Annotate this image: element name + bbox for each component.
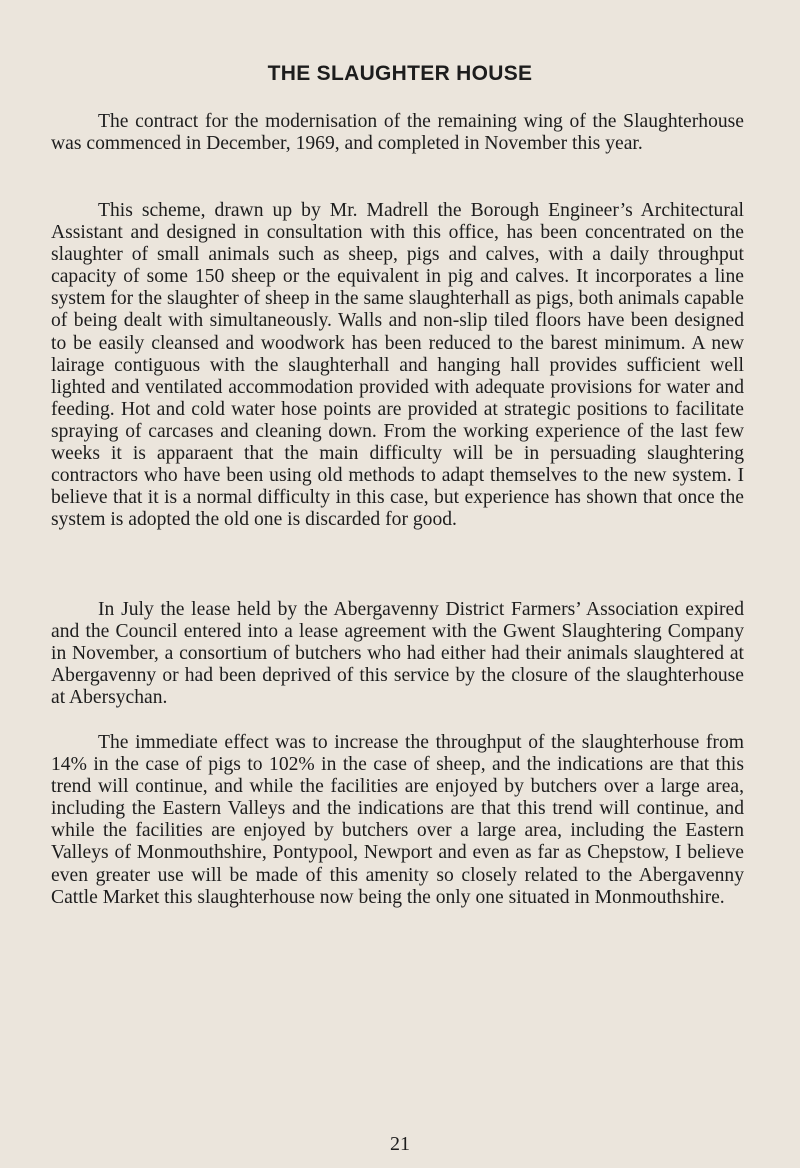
paragraph-contract: The contract for the modernisation of the remaining wing of the Slaughterhouse was commenced in December, 1969, and completed in November this year. — [51, 111, 744, 155]
page-number: 21 — [390, 1133, 410, 1155]
paragraph-scheme: This scheme, drawn up by Mr. Madrell the Borough Engineer’s Architectural Assistant and designed in consultation with this office, has been concentrated on the slaughter of small animals such as sheep, pigs and calves, with a daily throughput capacity of some 150 sheep or the equivalent in pig and calves. It incorporates a line system for the slaughter of sheep in the same slaughterhall as pigs, both animals capable of being dealt with simultaneously. Walls and non-slip tiled floors have been designed to be easily cleansed and woodwork has been reduced to the barest minimum. A new lairage contiguous with the slaughterhall and hanging hall provides sufficient well lighted and ventilated accommodation provided with adequate provisions for water and feeding. Hot and cold water hose points are provided at strategic positions to facilitate spraying of carcases and cleaning down. From the working experience of the last few weeks it is apparaent that the main difficulty will be in persuading slaughtering contractors who have been using old methods to adapt themselves to the new system. I believe that it is a normal difficulty in this case, but experience has shown that once the system is adopted the old one is discarded for good. — [51, 200, 744, 531]
paragraph-lease: In July the lease held by the Abergavenny District Farmers’ Association expired and the Council entered into a lease agreement with the Gwent Slaughtering Company in November, a consortium of butchers who had either had their animals slaughtered at Abergavenny or had been deprived of this service by the closure of the slaughterhouse at Abersychan. — [51, 599, 744, 709]
page-title: THE SLAUGHTER HOUSE — [267, 62, 533, 85]
paragraph-throughput: The immediate effect was to increase the throughput of the slaughterhouse from 14% in the case of pigs to 102% in the case of sheep, and the indications are that this trend will continue, and while the facilities are enjoyed by butchers over a large area, including the Eastern Valleys and the indications are that this trend will continue, and while the facilities are enjoyed by butchers over a large area, including the Eastern Valleys of Monmouthshire, Pontypool, Newport and even as far as Chepstow, I believe even greater use will be made of this amenity so closely related to the Abergavenny Cattle Market this slaughterhouse now being the only one situated in Monmouthshire. — [51, 732, 744, 908]
